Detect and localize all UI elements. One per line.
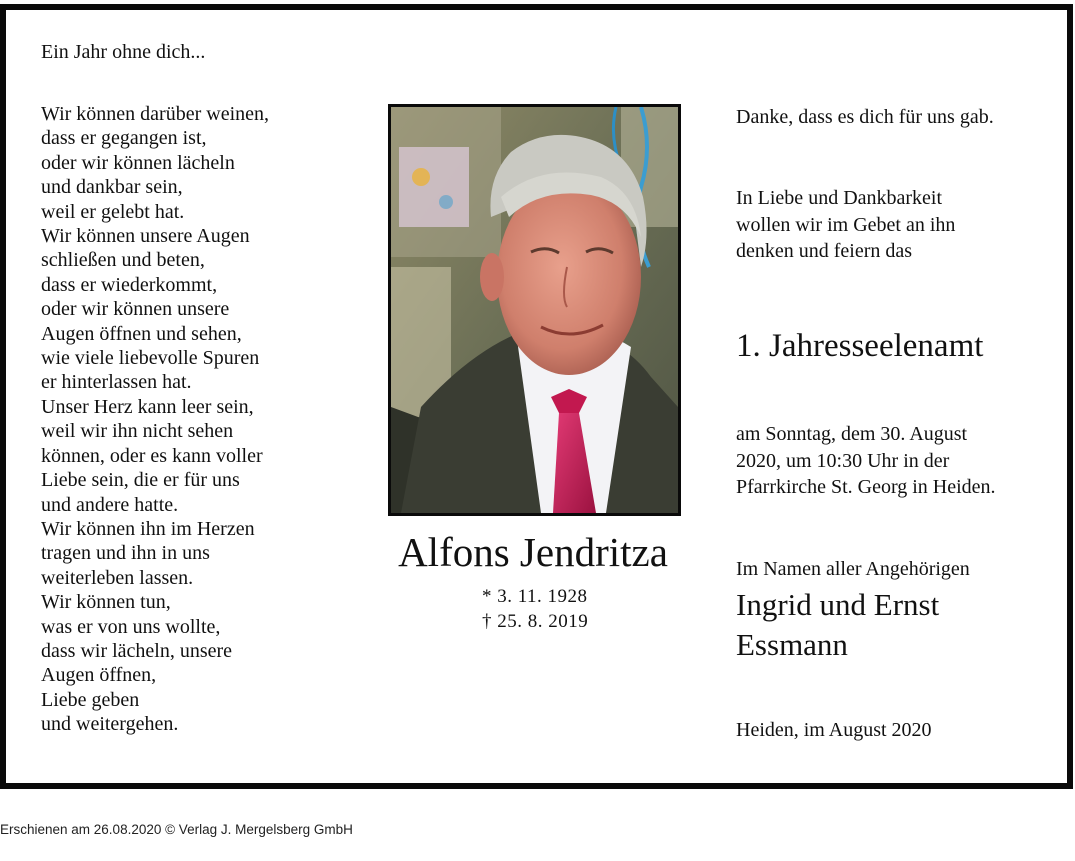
poem-line: und dankbar sein, <box>41 176 183 199</box>
poem-line: er hinterlassen hat. <box>41 371 192 394</box>
intro-line: Ein Jahr ohne dich... <box>41 41 206 63</box>
poem-line: tragen und ihn in uns <box>41 542 210 565</box>
mass-title: 1. Jahresseelenamt <box>736 328 984 364</box>
poem-line: schließen und beten, <box>41 249 205 272</box>
poem-line: und weitergehen. <box>41 713 179 736</box>
poem-line: Liebe sein, die er für uns <box>41 469 240 492</box>
portrait-photo <box>388 104 681 516</box>
poem <box>41 102 269 737</box>
poem-line: Augen öffnen, <box>41 664 157 687</box>
poem-line: dass wir lächeln, unsere <box>41 639 233 662</box>
family-intro: Im Namen aller Angehörigen <box>736 558 970 580</box>
poem-line: wie viele liebevolle Spuren <box>41 347 260 370</box>
poem-line: Wir können ihn im Herzen <box>41 517 255 540</box>
deceased-name: Alfons Jendritza <box>398 529 668 575</box>
poem-line: und andere hatte. <box>41 493 179 516</box>
poem-line: Augen öffnen und sehen, <box>41 322 242 345</box>
prayer-line: In Liebe und Dankbarkeit <box>736 187 943 209</box>
details-line: Pfarrkirche St. Georg in Heiden. <box>736 476 996 498</box>
family-line: Essmann <box>736 627 848 662</box>
thanks-line: Danke, dass es dich für uns gab. <box>736 106 994 128</box>
poem-line: Wir können darüber weinen, <box>41 103 269 125</box>
prayer-text <box>736 185 955 265</box>
prayer-line: wollen wir im Gebet an ihn <box>736 213 956 236</box>
prayer-line: denken und feiern das <box>736 240 913 262</box>
family-names <box>736 585 939 665</box>
life-dates <box>482 584 588 634</box>
poem-line: weiterleben lassen. <box>41 566 194 589</box>
birth-date: * 3. 11. 1928 <box>482 586 588 607</box>
details-line: 2020, um 10:30 Uhr in der <box>736 449 950 472</box>
details-line: am Sonntag, dem 30. August <box>736 423 968 445</box>
poem-line: Wir können tun, <box>41 591 171 614</box>
poem-line: dass er gegangen ist, <box>41 127 207 150</box>
poem-line: oder wir können unsere <box>41 298 230 321</box>
poem-line: dass er wiederkommt, <box>41 273 218 296</box>
poem-line: was er von uns wollte, <box>41 615 221 638</box>
poem-line: weil er gelebt hat. <box>41 200 185 223</box>
death-date: † 25. 8. 2019 <box>482 611 589 632</box>
poem-line: oder wir können lächeln <box>41 151 235 174</box>
family-line: Ingrid und Ernst <box>736 587 940 622</box>
poem-line: weil wir ihn nicht sehen <box>41 420 234 443</box>
poem-line: Unser Herz kann leer sein, <box>41 395 254 418</box>
publication-footer: Erschienen am 26.08.2020 © Verlag J. Mergelsberg GmbH <box>0 822 353 837</box>
poem-line: Wir können unsere Augen <box>41 225 250 248</box>
poem-line: können, oder es kann voller <box>41 444 263 467</box>
poem-line: Liebe geben <box>41 688 140 711</box>
place-date: Heiden, im August 2020 <box>736 719 932 741</box>
mass-details <box>736 421 996 501</box>
